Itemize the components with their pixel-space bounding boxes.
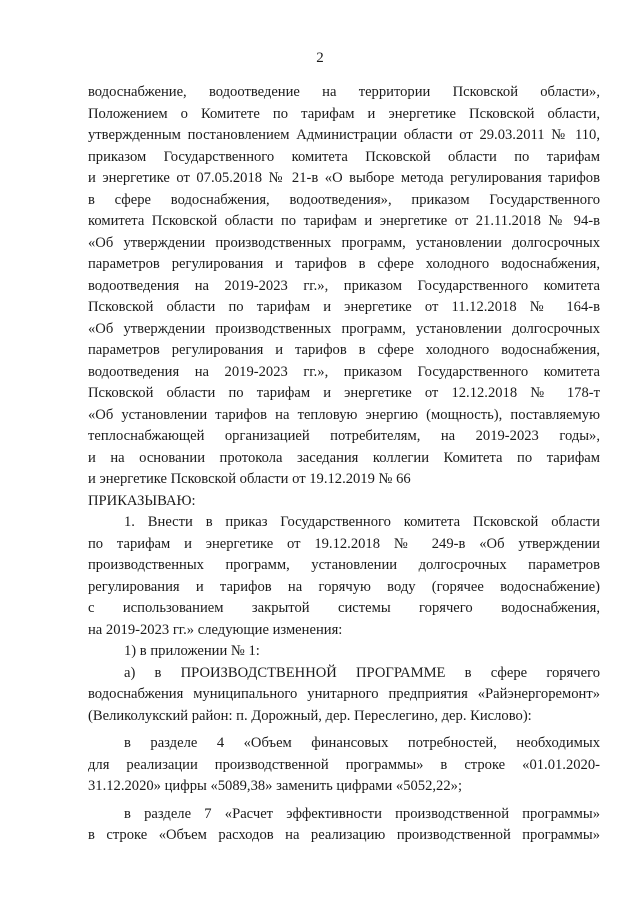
- text-line: водоотведения на 2019-2023 гг.», приказом Государственного комитета: [88, 277, 600, 294]
- document-body: [88, 82, 600, 847]
- text-line: теплоснабжающей организацией потребителям, на 2019-2023 годы»,: [88, 428, 600, 444]
- text-line: и энергетике Псковской области от 19.12.2019 № 66: [88, 471, 411, 487]
- text-line: в разделе 7 «Расчет эффективности производственной программы»: [124, 805, 600, 822]
- page-number: 2: [316, 50, 324, 66]
- text-line: водоснабжение, водоотведение на территории Псковской области»,: [88, 84, 600, 100]
- text-line: 31.12.2020» цифры «5089,38» заменить цифрами «5052,22»;: [88, 778, 462, 794]
- text-line: и энергетике от 07.05.2018 № 21-в «О выборе метода регулирования тарифов: [88, 170, 600, 186]
- text-line: параметров регулирования и тарифов в сфере холодного водоснабжения,: [88, 342, 600, 358]
- text-line: приказом Государственного комитета Псковской области по тарифам: [88, 148, 600, 165]
- text-line: (Великолукский район: п. Дорожный, дер. Переслегино, дер. Кислово):: [88, 707, 532, 724]
- text-line: 1) в приложении № 1:: [124, 643, 260, 659]
- text-line: с использованием закрытой системы горячего водоснабжения,: [88, 600, 600, 616]
- text-line: «Об утверждении производственных программ, установлении долгосрочных: [88, 234, 600, 251]
- text-line: и на основании протокола заседания коллегии Комитета по тарифам: [88, 449, 600, 466]
- text-line: Псковской области по тарифам и энергетике от 11.12.2018 № 164-в: [88, 299, 600, 315]
- text-line: в строке «Объем расходов на реализацию производственной программы»: [88, 827, 600, 843]
- text-line: водоотведения на 2019-2023 гг.», приказом Государственного комитета: [88, 363, 600, 380]
- text-line: для реализации производственной программы» в строке «01.01.2020-: [88, 756, 600, 773]
- text-line: параметров регулирования и тарифов в сфере холодного водоснабжения,: [88, 256, 600, 272]
- text-line: ПРИКАЗЫВАЮ:: [88, 492, 196, 509]
- text-line: на 2019-2023 гг.» следующие изменения:: [88, 621, 343, 638]
- text-line: «Об утверждении производственных программ, установлении долгосрочных: [88, 320, 600, 337]
- text-line: комитета Псковской области по тарифам и энергетике от 21.11.2018 № 94-в: [88, 213, 600, 229]
- text-line: Положением о Комитете по тарифам и энергетике Псковской области,: [88, 105, 600, 122]
- text-line: водоснабжения муниципального унитарного предприятия «Райэнергоремонт»: [88, 686, 600, 702]
- text-line: производственных программ, установлении долгосрочных параметров: [88, 557, 600, 573]
- text-line: в сфере водоснабжения, водоотведения», приказом Государственного: [88, 191, 600, 208]
- text-line: по тарифам и энергетике от 19.12.2018 № 249-в «Об утверждении: [88, 535, 600, 552]
- text-line: «Об установлении тарифов на тепловую энергию (мощность), поставляемую: [88, 406, 600, 423]
- text-line: 1. Внести в приказ Государственного комитета Псковской области: [124, 514, 600, 530]
- text-line: Псковской области по тарифам и энергетике от 12.12.2018 № 178-т: [88, 385, 600, 401]
- text-line: в разделе 4 «Объем финансовых потребностей, необходимых: [124, 735, 600, 751]
- text-line: а) в ПРОИЗВОДСТВЕННОЙ ПРОГРАММЕ в сфере горячего: [124, 664, 600, 681]
- text-line: регулирования и тарифов на горячую воду (горячее водоснабжение): [88, 578, 600, 595]
- text-line: утвержденным постановлением Администрации области от 29.03.2011 № 110,: [88, 127, 600, 143]
